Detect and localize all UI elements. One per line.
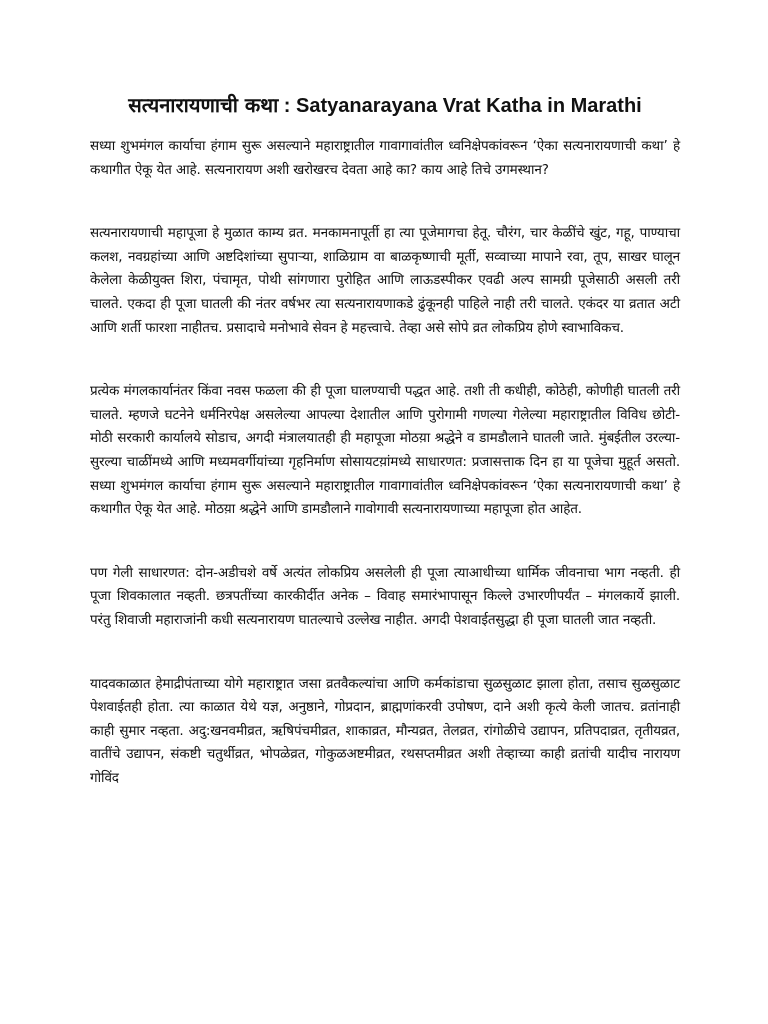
document-title	[90, 88, 680, 123]
title-english: : Satyanarayana Vrat Katha in Marathi	[278, 95, 642, 117]
paragraph-3: प्रत्येक मंगलकार्यानंतर किंवा नवस फळला की ही पूजा घालण्याची पद्धत आहे. तशी ती कधीही, कोठेही, कोणीही घातली तरी चालते. म्हणजे घटनेने धर्मनिरपेक्ष असलेल्या आपल्या देशातील आणि पुरोगामी गणल्या गेलेल्या महाराष्ट्रातील विविध छोटी-मोठी सरकारी कार्यालये सोडाच, अगदी मंत्रालयातही ही महापूजा मोठय़ा श्रद्धेने व डामडौलाने घातली जाते. मुंबईतील उरल्या-सुरल्या चाळींमध्ये आणि मध्यमवर्गीयांच्या गृहनिर्माण सोसायटय़ांमध्ये साधारणत: प्रजासत्ताक दिन हा या पूजेचा मुहूर्त असतो. सध्या शुभमंगल कार्याचा हंगाम सुरू असल्याने महाराष्ट्रातील गावागावांतील ध्वनिक्षेपकांवरून ‘ऐका सत्यनारायणाची कथा’ हे कथागीत ऐकू येत आहे. मोठय़ा श्रद्धेने आणि डामडौलाने गावोगावी सत्यनारायणाच्या महापूजा होत आहेत.	[90, 383, 680, 518]
paragraph-5: यादवकाळात हेमाद्रीपंताच्या योगे महाराष्ट्रात जसा व्रतवैकल्यांचा आणि कर्मकांडाचा सुळसुळाट झाला होता, तसाच सुळसुळाट पेशवाईतही होता. त्या काळात येथे यज्ञ, अनुष्ठाने, गोप्रदान, ब्राह्मणांकरवी उपोषण, दाने अशी कृत्ये केली जातच. व्रतांनाही काही सुमार नव्हता. अदु:खनवमीव्रत, ऋषिपंचमीव्रत, शाकाव्रत, मौन्यव्रत, तेलव्रत, रांगोळीचे उद्यापन, प्रतिपदाव्रत, तृतीयव्रत, वातींचे उद्यापन, संकष्टी चतुर्थीव्रत, भोपळेव्रत, गोकुळअष्टमीव्रत, रथसप्तमीव्रत अशी तेव्हाच्या काही व्रतांची यादीच नारायण गोविंद	[90, 675, 680, 786]
title-marathi: सत्यनारायणाची कथा	[128, 93, 279, 117]
paragraph-4: पण गेली साधारणत: दोन-अडीचशे वर्षे अत्यंत लोकप्रिय असलेली ही पूजा त्याआधीच्या धार्मिक जीवनाचा भाग नव्हती. ही पूजा शिवकालात नव्हती. छत्रपतींच्या कारकीर्दीत अनेक – विवाह समारंभापासून किल्ले उभारणीपर्यंत – मंगलकार्ये झाली. परंतु शिवाजी महाराजांनी कधी सत्यनारायण घातल्याचे उल्लेख नाहीत. अगदी पेशवाईतसुद्धा ही पूजा घातली जात नव्हती.	[90, 564, 680, 628]
paragraph-1: सध्या शुभमंगल कार्याचा हंगाम सुरू असल्याने महाराष्ट्रातील गावागावांतील ध्वनिक्षेपकांवरून ‘ऐका सत्यनारायणाची कथा’ हे कथागीत ऐकू येत आहे. सत्यनारायण अशी खरोखरच देवता आहे का? काय आहे तिचे उगमस्थान?	[90, 138, 680, 178]
paragraph-2: सत्यनारायणाची महापूजा हे मुळात काम्य व्रत. मनकामनापूर्ती हा त्या पूजेमागचा हेतू. चौरंग, चार केळींचे खुंट, गहू, पाण्याचा कलश, नवग्रहांच्या आणि अष्टदिशांच्या सुपाऱ्या, शाळिग्राम वा बाळकृष्णाची मूर्ती, सव्वाच्या मापाने रवा, तूप, साखर घालून केलेला केळीयुक्त शिरा, पंचामृत, पोथी सांगणारा पुरोहित आणि लाऊडस्पीकर एवढी अल्प सामग्री पूजेसाठी असली तरी चालते. एकदा ही पूजा घातली की नंतर वर्षभर त्या सत्यनारायणाकडे ढुंकूनही पाहिले नाही तरी चालते. एकंदर या व्रतात अटी आणि शर्ती फारशा नाहीतच. प्रसादाचे मनोभावे सेवन हे महत्त्वाचे. तेव्हा असे सोपे व्रत लोकप्रिय होणे स्वाभाविकच.	[90, 225, 680, 336]
